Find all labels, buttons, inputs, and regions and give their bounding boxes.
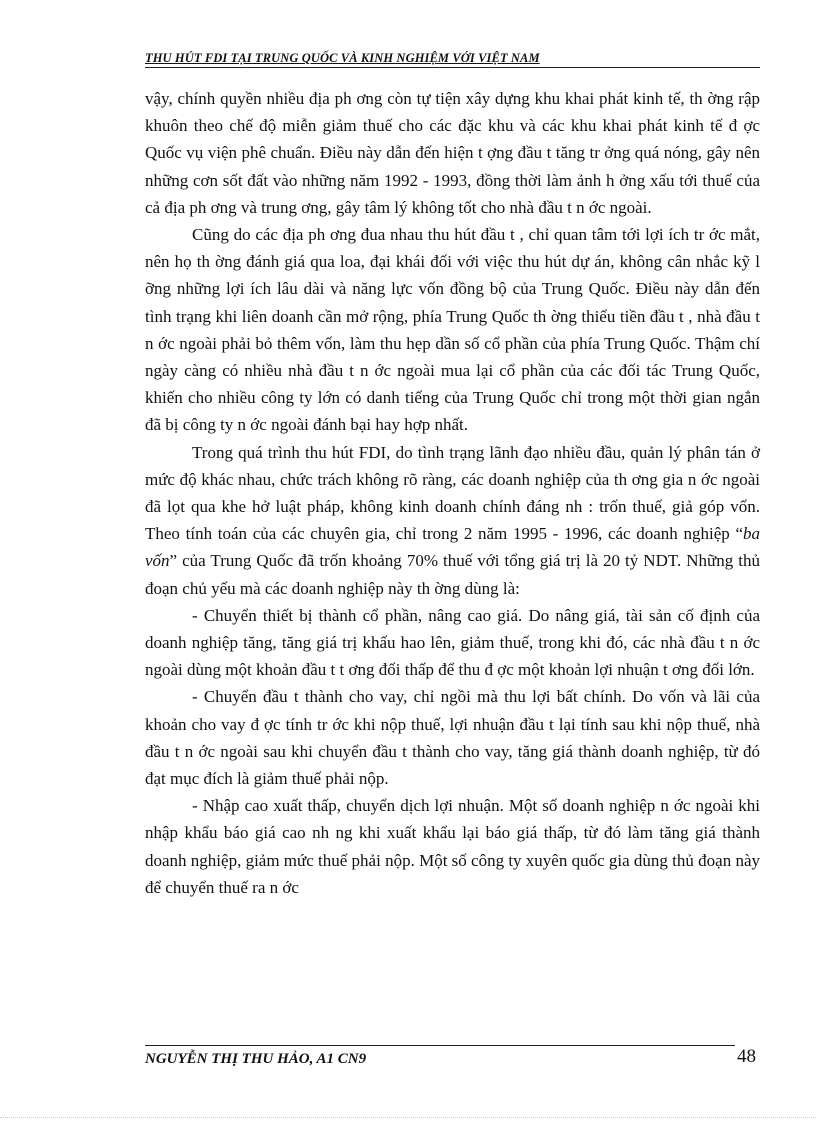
document-body (145, 85, 760, 901)
paragraph-tax-evasion (145, 439, 760, 602)
page-edge-divider (0, 1117, 816, 1118)
footer-author: NGUYỄN THỊ THU HẢO, A1 CN9 (145, 1051, 367, 1067)
header-title: THU HÚT FDI TẠI TRUNG QUỐC VÀ KINH NGHIỆM VỚI VIỆT NAM (145, 51, 540, 65)
paragraph-text-after: ” của Trung Quốc đã trốn khoảng 70% thuế với tổng giá trị là 20 tỷ NDT. Những thủ đoạn chủ yếu mà các doanh nghiệp này th ờng dùng là: (145, 551, 760, 598)
page-number: 48 (737, 1046, 756, 1067)
list-item-investment-to-loan: - Chuyển đầu t thành cho vay, chỉ ngồi mà thu lợi bất chính. Do vốn và lãi của khoản cho vay đ ợc tính tr ớc khi nộp thuế, lợi nhuận đầu t lại tính sau khi nộp thuế, nhà đầu t n ớc ngoài sau khi chuyển đầu t thành cho vay, tăng giá thành doanh nghiệp, từ đó đạt mục đích là giảm thuế phải nộp. (145, 687, 760, 789)
list-item-equipment: - Chuyển thiết bị thành cổ phần, nâng cao giá. Do nâng giá, tài sản cố định của doanh nghiệp tăng, tăng giá trị khấu hao lên, giảm thuế, trong khi đó, các nhà đầu t n ớc ngoài dùng một khoản đầu t t ơng đối thấp để thu đ ợc một khoản lợi nhuận t ơng đối lớn. (145, 605, 760, 680)
list-item-transfer-pricing: - Nhập cao xuất thấp, chuyển dịch lợi nhuận. Một số doanh nghiệp n ớc ngoài khi nhập khẩu báo giá cao nh ng khi xuất khẩu lại báo giá thấp, từ đó làm tăng giá thành doanh nghiệp, giảm mức thuế phải nộp. Một số công ty xuyên quốc gia dùng thủ đoạn này để chuyển thuế ra n ớc (145, 796, 760, 897)
footer-divider (145, 1045, 735, 1046)
paragraph-local-competition: Cũng do các địa ph ơng đua nhau thu hút đầu t , chỉ quan tâm tới lợi ích tr ớc mắt, nên họ th ờng đánh giá qua loa, đại khái đối với việc thu hút dự án, không cân nhắc kỹ l ỡng những lợi ích lâu dài và năng lực vốn đồng bộ của Trung Quốc. Điều này dẫn đến tình trạng khi liên doanh cần mở rộng, phía Trung Quốc th ờng thiếu tiền đầu t , nhà đầu t n ớc ngoài phải bỏ thêm vốn, làm thu hẹp dần số cổ phần của phía Trung Quốc. Thậm chí ngày càng có nhiều nhà đầu t n ớc ngoài mua lại cổ phần của các đối tác Trung Quốc, khiến cho nhiều công ty lớn có danh tiếng của Trung Quốc chỉ trong một thời gian ngắn đã bị công ty n ớc ngoài đánh bại hay hợp nhất. (145, 225, 760, 435)
emphasis-ba-von: ba vốn (145, 524, 760, 571)
running-header (145, 50, 760, 68)
paragraph-text-before: Trong quá trình thu hút FDI, do tình trạng lãnh đạo nhiều đầu, quản lý phân tán ở mức độ khác nhau, chức trách không rõ ràng, các doanh nghiệp của th ơng gia n ớc ngoài đã lọt qua khe hở luật pháp, không kinh doanh chính đáng nh : trốn thuế, giả góp vốn. Theo tính toán của các chuyên gia, chỉ trong 2 năm 1995 - 1996, các doanh nghiệp “ (145, 442, 760, 544)
paragraph-continuation: vậy, chính quyền nhiều địa ph ơng còn tự tiện xây dựng khu khai phát kinh tế, th ờng rập khuôn theo chế độ miễn giảm thuế cho các đặc khu và các khu khai phát kinh tế đ ợc Quốc vụ viện phê chuẩn. Điều này dẫn đến hiện t ợng đầu t tăng tr ởng quá nóng, gây nên những cơn sốt đất vào những năm 1992 - 1993, đồng thời làm ảnh h ởng xấu tới thuế của cả địa ph ơng và trung ơng, gây tâm lý không tốt cho nhà đầu t n ớc ngoài. (145, 89, 760, 217)
